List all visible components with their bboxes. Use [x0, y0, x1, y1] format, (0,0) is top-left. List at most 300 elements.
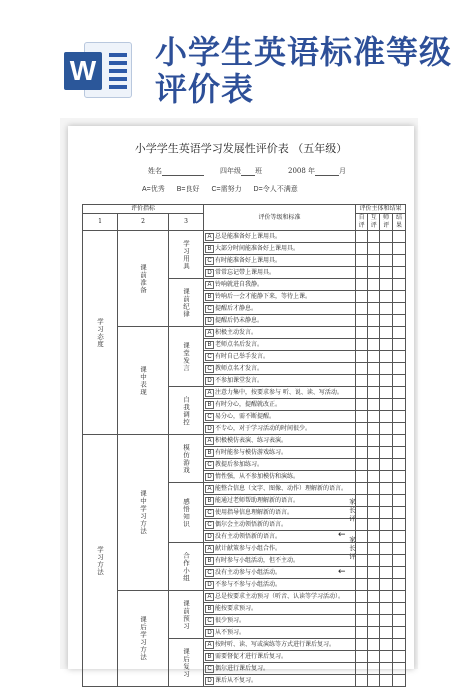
- level3-cell: 感悟知识: [169, 483, 204, 543]
- eval-input-cell[interactable]: [368, 399, 380, 411]
- header-grade-standard: 评价等级和标准: [204, 205, 356, 231]
- eval-input-cell[interactable]: [380, 459, 393, 471]
- banner-title: 小学生英语标准等级评价表: [155, 33, 453, 108]
- eval-input-cell[interactable]: [392, 591, 405, 603]
- eval-input-cell[interactable]: [368, 279, 380, 291]
- eval-input-cell[interactable]: [392, 243, 405, 255]
- criterion-text: 能整合信息（文字、图像、动作）理解新的语言。: [215, 484, 348, 492]
- year-label: 2008 年: [288, 167, 316, 175]
- table-row: [83, 435, 406, 447]
- eval-input-cell[interactable]: [368, 447, 380, 459]
- eval-input-cell[interactable]: [380, 579, 393, 591]
- criterion-text: 注意力集中，按要求参与 听、说、读、写活动。: [215, 388, 343, 396]
- header-indicator: 评价指标: [83, 205, 204, 214]
- eval-input-cell[interactable]: [380, 243, 393, 255]
- criterion-text: 献计献策参与小组合作。: [215, 544, 282, 552]
- criterion-text: 不参与不参与小组活动。: [215, 580, 282, 588]
- eval-input-cell[interactable]: [355, 471, 367, 483]
- eval-input-cell[interactable]: [392, 279, 405, 291]
- eval-input-cell[interactable]: [355, 231, 367, 243]
- eval-input-cell[interactable]: [368, 363, 380, 375]
- eval-input-cell[interactable]: [392, 543, 405, 555]
- criterion-cell: [204, 495, 356, 507]
- eval-input-cell[interactable]: [380, 267, 393, 279]
- eval-input-cell[interactable]: [368, 387, 380, 399]
- header-peer-eval: 互评: [368, 214, 380, 231]
- level2-cell: 课前准备: [118, 231, 169, 327]
- grade-letter: C: [205, 521, 214, 529]
- class-field: [220, 166, 262, 176]
- grade-letter: A: [205, 389, 214, 397]
- eval-input-cell[interactable]: [392, 267, 405, 279]
- header-level-3: 3: [169, 214, 204, 231]
- criterion-cell: [204, 651, 356, 663]
- eval-input-cell[interactable]: [355, 435, 367, 447]
- criterion-cell: [204, 303, 356, 315]
- eval-input-cell[interactable]: [368, 459, 380, 471]
- grade-letter: C: [205, 461, 214, 469]
- criterion-cell: [204, 231, 356, 243]
- criterion-cell: [204, 471, 356, 483]
- eval-input-cell[interactable]: [355, 267, 367, 279]
- eval-input-cell[interactable]: [380, 339, 393, 351]
- criterion-cell: [204, 543, 356, 555]
- eval-input-cell[interactable]: [392, 303, 405, 315]
- eval-input-cell[interactable]: [392, 339, 405, 351]
- criterion-cell: [204, 315, 356, 327]
- date-field: [288, 166, 346, 176]
- eval-input-cell[interactable]: [380, 627, 393, 639]
- criterion-text: 铃响就进自我静。: [215, 280, 264, 288]
- eval-input-cell[interactable]: [380, 447, 393, 459]
- eval-input-cell[interactable]: [392, 555, 405, 567]
- grade-letter: B: [205, 401, 214, 409]
- criterion-cell: [204, 579, 356, 591]
- grade-letter: A: [205, 437, 214, 445]
- grade-letter: D: [205, 581, 214, 589]
- eval-input-cell[interactable]: [380, 387, 393, 399]
- level1-cell: 学习方法: [83, 435, 118, 687]
- criterion-cell: [204, 255, 356, 267]
- eval-input-cell[interactable]: [355, 303, 367, 315]
- eval-input-cell[interactable]: [380, 519, 393, 531]
- eval-input-cell[interactable]: [380, 303, 393, 315]
- criterion-text: 老师点名后发言。: [215, 340, 264, 348]
- document-title: 小学学生英语学习发展性评价表 （五年级）: [134, 142, 348, 155]
- eval-input-cell[interactable]: [392, 675, 405, 687]
- eval-input-cell[interactable]: [380, 483, 393, 495]
- grade-letter: C: [205, 569, 214, 577]
- parent-eval-note-1: 家长评: [348, 498, 356, 524]
- level3-cell: 学习用具: [169, 231, 204, 279]
- grade-letter: B: [205, 449, 214, 457]
- criterion-text: 提醒后仍未静息。: [215, 316, 264, 324]
- eval-input-cell[interactable]: [380, 327, 393, 339]
- criterion-cell: [204, 339, 356, 351]
- grade-letter: A: [205, 329, 214, 337]
- header-self-eval: 自评: [355, 214, 367, 231]
- eval-input-cell[interactable]: [392, 255, 405, 267]
- grade-letter: B: [205, 497, 214, 505]
- eval-input-cell[interactable]: [355, 459, 367, 471]
- eval-input-cell[interactable]: [368, 507, 380, 519]
- eval-input-cell[interactable]: [355, 339, 367, 351]
- eval-input-cell[interactable]: [355, 315, 367, 327]
- criterion-cell: [204, 375, 356, 387]
- eval-input-cell[interactable]: [368, 375, 380, 387]
- table-row: [83, 231, 406, 243]
- eval-input-cell[interactable]: [392, 495, 405, 507]
- criterion-cell: [204, 627, 356, 639]
- name-blank: [162, 167, 204, 176]
- eval-input-cell[interactable]: [368, 591, 380, 603]
- eval-input-cell[interactable]: [355, 639, 367, 651]
- grade-letter: C: [205, 509, 214, 517]
- eval-input-cell[interactable]: [380, 375, 393, 387]
- criterion-text: 不参加课堂发言。: [215, 376, 264, 384]
- eval-input-cell[interactable]: [392, 315, 405, 327]
- criterion-text: 没有主动领悟新的语言。: [215, 532, 282, 540]
- eval-input-cell[interactable]: [380, 531, 393, 543]
- eval-input-cell[interactable]: [355, 495, 367, 507]
- level3-cell: 课堂发言: [169, 327, 204, 387]
- grade-letter: B: [205, 341, 214, 349]
- criterion-cell: [204, 243, 356, 255]
- grade-letter: D: [205, 533, 214, 541]
- eval-input-cell[interactable]: [368, 435, 380, 447]
- criterion-cell: [204, 459, 356, 471]
- grade-letter: D: [205, 377, 214, 385]
- eval-input-cell[interactable]: [368, 675, 380, 687]
- grade-d: D=令人不满意: [253, 186, 298, 193]
- eval-input-cell[interactable]: [380, 351, 393, 363]
- eval-input-cell[interactable]: [392, 627, 405, 639]
- eval-input-cell[interactable]: [355, 363, 367, 375]
- criterion-text: 课后从不复习。: [215, 676, 258, 684]
- eval-input-cell[interactable]: [368, 291, 380, 303]
- eval-input-cell[interactable]: [355, 447, 367, 459]
- grade-letter: D: [205, 317, 214, 325]
- eval-input-cell[interactable]: [392, 327, 405, 339]
- eval-input-cell[interactable]: [392, 411, 405, 423]
- eval-input-cell[interactable]: [392, 639, 405, 651]
- eval-input-cell[interactable]: [392, 387, 405, 399]
- eval-input-cell[interactable]: [380, 543, 393, 555]
- grade-letter: C: [205, 353, 214, 361]
- eval-input-cell[interactable]: [368, 579, 380, 591]
- criterion-cell: [204, 387, 356, 399]
- criterion-text: 能按要求预习。: [215, 604, 258, 612]
- eval-input-cell[interactable]: [355, 387, 367, 399]
- eval-input-cell[interactable]: [355, 423, 367, 435]
- eval-input-cell[interactable]: [392, 459, 405, 471]
- eval-input-cell[interactable]: [380, 495, 393, 507]
- eval-input-cell[interactable]: [368, 471, 380, 483]
- eval-input-cell[interactable]: [380, 555, 393, 567]
- grade-letter: C: [205, 365, 214, 373]
- eval-input-cell[interactable]: [355, 567, 367, 579]
- eval-input-cell[interactable]: [368, 615, 380, 627]
- eval-input-cell[interactable]: [392, 603, 405, 615]
- eval-input-cell[interactable]: [368, 651, 380, 663]
- criterion-cell: [204, 399, 356, 411]
- name-label: 姓名: [148, 167, 162, 175]
- month-suffix: 月: [339, 167, 347, 175]
- header-level-1: 1: [83, 214, 118, 231]
- eval-input-cell[interactable]: [355, 675, 367, 687]
- criterion-cell: [204, 435, 356, 447]
- level2-cell: 课中学习方法: [118, 435, 169, 591]
- eval-input-cell[interactable]: [392, 471, 405, 483]
- eval-input-cell[interactable]: [392, 423, 405, 435]
- eval-input-cell[interactable]: [355, 555, 367, 567]
- eval-input-cell[interactable]: [392, 399, 405, 411]
- eval-input-cell[interactable]: [355, 351, 367, 363]
- eval-input-cell[interactable]: [355, 615, 367, 627]
- eval-input-cell[interactable]: [392, 615, 405, 627]
- eval-input-cell[interactable]: [368, 543, 380, 555]
- grade-letter: C: [205, 305, 214, 313]
- eval-input-cell[interactable]: [368, 483, 380, 495]
- eval-input-cell[interactable]: [380, 255, 393, 267]
- eval-input-cell[interactable]: [392, 531, 405, 543]
- eval-input-cell[interactable]: [355, 411, 367, 423]
- grade-a: A=优秀: [142, 186, 165, 193]
- criterion-cell: [204, 531, 356, 543]
- eval-input-cell[interactable]: [368, 339, 380, 351]
- eval-input-cell[interactable]: [368, 327, 380, 339]
- criterion-text: 惰性强，从不参加模仿和演练。: [215, 472, 300, 480]
- level3-cell: 课前预习: [169, 591, 204, 639]
- eval-input-cell[interactable]: [380, 507, 393, 519]
- header-row-1: [83, 205, 406, 214]
- grade-legend: [142, 184, 372, 194]
- eval-input-cell[interactable]: [392, 567, 405, 579]
- criterion-cell: [204, 363, 356, 375]
- grade-letter: B: [205, 245, 214, 253]
- eval-input-cell[interactable]: [392, 363, 405, 375]
- criterion-cell: [204, 567, 356, 579]
- criterion-cell: [204, 279, 356, 291]
- header-subject: 评价主体和结果: [355, 205, 405, 214]
- grade-letter: D: [205, 425, 214, 433]
- header-level-2: 2: [118, 214, 169, 231]
- criterion-cell: [204, 267, 356, 279]
- eval-input-cell[interactable]: [368, 639, 380, 651]
- grade-letter: C: [205, 665, 214, 673]
- eval-input-cell[interactable]: [380, 411, 393, 423]
- eval-input-cell[interactable]: [368, 423, 380, 435]
- criterion-text: 积极主动发言。: [215, 328, 258, 336]
- eval-input-cell[interactable]: [368, 231, 380, 243]
- grade-letter: A: [205, 485, 214, 493]
- eval-input-cell[interactable]: [355, 579, 367, 591]
- grade-letter: B: [205, 653, 214, 661]
- criterion-text: 易分心，需不断提醒。: [215, 412, 276, 420]
- eval-input-cell[interactable]: [355, 651, 367, 663]
- eval-input-cell[interactable]: [368, 567, 380, 579]
- eval-input-cell[interactable]: [355, 255, 367, 267]
- eval-input-cell[interactable]: [355, 375, 367, 387]
- eval-input-cell[interactable]: [355, 291, 367, 303]
- criterion-text: 不专心，对于学习活动的时间很少。: [215, 424, 312, 432]
- eval-input-cell[interactable]: [392, 291, 405, 303]
- criterion-text: 需要督促才进行课后复习。: [215, 652, 288, 660]
- grade-letter: A: [205, 281, 214, 289]
- eval-input-cell[interactable]: [380, 591, 393, 603]
- eval-input-cell[interactable]: [380, 615, 393, 627]
- arrow-left-icon: ←: [338, 567, 346, 577]
- criterion-cell: [204, 591, 356, 603]
- level3-cell: 合作小组: [169, 543, 204, 591]
- grade-letter: A: [205, 233, 214, 241]
- eval-input-cell[interactable]: [368, 495, 380, 507]
- eval-input-cell[interactable]: [368, 303, 380, 315]
- table-row: [83, 591, 406, 603]
- eval-input-cell[interactable]: [355, 483, 367, 495]
- criterion-cell: [204, 327, 356, 339]
- criterion-text: 积极模仿表演、练习表演。: [215, 436, 288, 444]
- criterion-text: 有时分心，提醒就改正。: [215, 400, 282, 408]
- eval-input-cell[interactable]: [380, 231, 393, 243]
- criterion-text: 有时能准备好上课用具。: [215, 256, 282, 264]
- criterion-text: 有时自己举手发言。: [215, 352, 270, 360]
- criterion-cell: [204, 519, 356, 531]
- grade-letter: D: [205, 269, 214, 277]
- arrow-left-icon: ←: [338, 530, 346, 540]
- criterion-cell: [204, 555, 356, 567]
- eval-input-cell[interactable]: [392, 447, 405, 459]
- eval-input-cell[interactable]: [355, 519, 367, 531]
- word-logo-letter: W: [64, 52, 102, 90]
- eval-input-cell[interactable]: [380, 567, 393, 579]
- eval-input-cell[interactable]: [380, 675, 393, 687]
- criterion-text: 偶尔进行课后复习。: [215, 664, 270, 672]
- grade-letter: C: [205, 257, 214, 265]
- class-blank: [241, 167, 255, 176]
- level3-cell: 课后复习: [169, 639, 204, 687]
- parent-eval-note-2: 家长评: [348, 536, 356, 562]
- eval-input-cell[interactable]: [355, 279, 367, 291]
- eval-input-cell[interactable]: [368, 243, 380, 255]
- eval-input-cell[interactable]: [368, 627, 380, 639]
- eval-input-cell[interactable]: [380, 651, 393, 663]
- evaluation-table: [82, 204, 406, 687]
- eval-input-cell[interactable]: [368, 351, 380, 363]
- header-result: 结果: [392, 214, 405, 231]
- criterion-text: 常常忘记带上课用具。: [215, 268, 276, 276]
- criterion-text: 大部分时间能准备好上课用具。: [215, 244, 300, 252]
- eval-input-cell[interactable]: [392, 507, 405, 519]
- eval-input-cell[interactable]: [355, 543, 367, 555]
- grade-letter: C: [205, 617, 214, 625]
- grade-letter: D: [205, 629, 214, 637]
- eval-input-cell[interactable]: [355, 243, 367, 255]
- eval-input-cell[interactable]: [368, 555, 380, 567]
- eval-input-cell[interactable]: [355, 507, 367, 519]
- eval-input-cell[interactable]: [392, 351, 405, 363]
- eval-input-cell[interactable]: [368, 531, 380, 543]
- level3-cell: 模仿游戏: [169, 435, 204, 483]
- criterion-cell: [204, 447, 356, 459]
- eval-input-cell[interactable]: [368, 267, 380, 279]
- criterion-cell: [204, 291, 356, 303]
- eval-input-cell[interactable]: [392, 579, 405, 591]
- eval-input-cell[interactable]: [392, 651, 405, 663]
- criterion-text: 有时参与小组活动，但不主动。: [215, 556, 300, 564]
- eval-input-cell[interactable]: [392, 435, 405, 447]
- criterion-cell: [204, 615, 356, 627]
- eval-input-cell[interactable]: [380, 639, 393, 651]
- eval-input-cell[interactable]: [355, 531, 367, 543]
- eval-input-cell[interactable]: [380, 435, 393, 447]
- eval-input-cell[interactable]: [368, 603, 380, 615]
- grade-letter: A: [205, 593, 214, 601]
- level2-cell: 课中表现: [118, 327, 169, 435]
- month-blank: [315, 167, 339, 176]
- level2-cell: 课后学习方法: [118, 591, 169, 687]
- criterion-text: 铃响后一会才能静下来，等待上课。: [215, 292, 312, 300]
- criterion-text: 能通过老师帮助理解新的语言。: [215, 496, 300, 504]
- word-document-icon: [64, 38, 134, 100]
- banner: [0, 0, 474, 130]
- grade-letter: B: [205, 557, 214, 565]
- eval-input-cell[interactable]: [380, 279, 393, 291]
- eval-input-cell[interactable]: [392, 483, 405, 495]
- eval-input-cell[interactable]: [392, 231, 405, 243]
- eval-input-cell[interactable]: [380, 399, 393, 411]
- eval-input-cell[interactable]: [380, 291, 393, 303]
- eval-input-cell[interactable]: [355, 327, 367, 339]
- criterion-cell: [204, 423, 356, 435]
- criterion-text: 提醒后才静息。: [215, 304, 258, 312]
- eval-input-cell[interactable]: [380, 315, 393, 327]
- criterion-cell: [204, 507, 356, 519]
- eval-input-cell[interactable]: [380, 603, 393, 615]
- eval-input-cell[interactable]: [355, 591, 367, 603]
- eval-input-cell[interactable]: [368, 519, 380, 531]
- criterion-cell: [204, 483, 356, 495]
- eval-input-cell[interactable]: [380, 363, 393, 375]
- criterion-text: 按时听、读、写或演练等方式进行课后复习。: [215, 640, 336, 648]
- eval-input-cell[interactable]: [368, 255, 380, 267]
- eval-input-cell[interactable]: [392, 519, 405, 531]
- eval-input-cell[interactable]: [380, 471, 393, 483]
- criterion-text: 总是按要求主动预习（听音、认读等学习活动）。: [215, 592, 345, 600]
- eval-input-cell[interactable]: [380, 423, 393, 435]
- level1-cell: 学习态度: [83, 231, 118, 435]
- criterion-text: 使用指导信息理解新的语言。: [215, 508, 294, 516]
- class-suffix: 班: [255, 167, 262, 175]
- eval-input-cell[interactable]: [355, 603, 367, 615]
- criterion-cell: [204, 675, 356, 687]
- eval-input-cell[interactable]: [392, 375, 405, 387]
- criterion-text: 教提后参加练习。: [215, 460, 264, 468]
- eval-input-cell[interactable]: [368, 315, 380, 327]
- document-page: [68, 126, 414, 684]
- table-row: [83, 327, 406, 339]
- grade-letter: D: [205, 473, 214, 481]
- grade-c: C=需努力: [211, 186, 242, 193]
- criterion-text: 没有主动参与小组活动。: [215, 568, 282, 576]
- eval-input-cell[interactable]: [368, 411, 380, 423]
- eval-input-cell[interactable]: [355, 399, 367, 411]
- criterion-cell: [204, 351, 356, 363]
- criterion-text: 偶尔会主动领悟新的语言。: [215, 520, 288, 528]
- criterion-text: 很少预习。: [215, 616, 246, 624]
- eval-input-cell[interactable]: [355, 627, 367, 639]
- criterion-cell: [204, 411, 356, 423]
